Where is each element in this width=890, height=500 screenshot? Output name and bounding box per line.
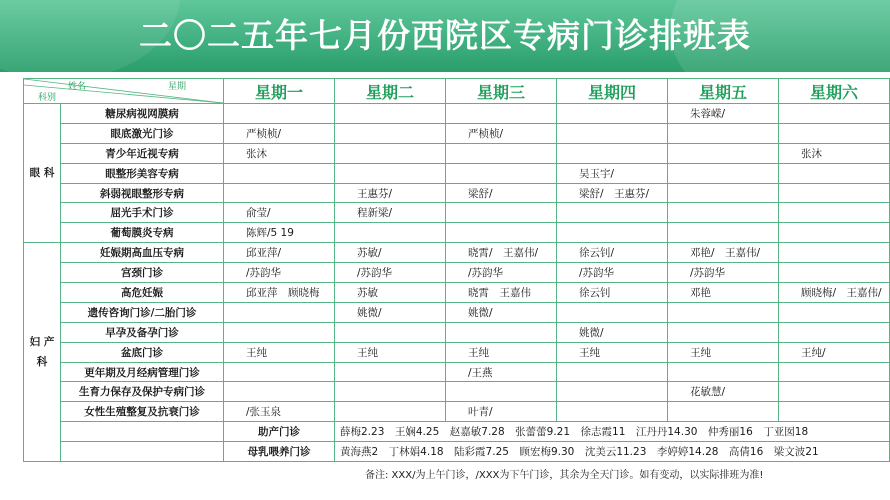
schedule-cell	[335, 322, 446, 342]
schedule-cell	[668, 183, 779, 203]
schedule-cell	[224, 302, 335, 322]
schedule-cell	[668, 322, 779, 342]
department-cell: 斜弱视眼整形专病	[61, 183, 224, 203]
schedule-cell: 梁舒/ 王惠芬/	[557, 183, 668, 203]
schedule-cell	[779, 402, 890, 422]
schedule-cell	[779, 322, 890, 342]
schedule-cell: 晓霄 王嘉伟	[446, 283, 557, 303]
schedule-cell	[557, 203, 668, 223]
schedule-cell: 徐云钊/	[557, 243, 668, 263]
schedule-cell: 王纯/	[779, 342, 890, 362]
schedule-cell: /张玉泉	[224, 402, 335, 422]
schedule-cell	[446, 223, 557, 243]
schedule-cell	[335, 382, 446, 402]
schedule-cell	[557, 123, 668, 143]
schedule-cell	[779, 382, 890, 402]
schedule-cell	[668, 302, 779, 322]
department-cell: 妊娠期高血压专病	[61, 243, 224, 263]
table-row	[24, 104, 890, 124]
schedule-cell	[779, 362, 890, 382]
department-cell: 葡萄膜炎专病	[61, 223, 224, 243]
schedule-cell	[446, 203, 557, 223]
schedule-cell	[779, 263, 890, 283]
schedule-cell: 张沐	[224, 143, 335, 163]
category-blank	[61, 422, 224, 442]
schedule-cell	[335, 104, 446, 124]
schedule-cell: 梁舒/	[446, 183, 557, 203]
schedule-cell: 邓艳	[668, 283, 779, 303]
category-eye: 眼 科	[24, 104, 61, 243]
schedule-cell	[668, 223, 779, 243]
schedule-cell: /王燕	[446, 362, 557, 382]
schedule-cell: 苏敏/	[335, 243, 446, 263]
department-cell: 眼整形美容专病	[61, 163, 224, 183]
table-row	[24, 342, 890, 362]
schedule-cell: 王纯	[446, 342, 557, 362]
schedule-cell: 邱亚萍 顾晓梅	[224, 283, 335, 303]
schedule-cell	[668, 143, 779, 163]
table-row	[24, 123, 890, 143]
midwife-row	[24, 422, 890, 442]
schedule-cell	[668, 163, 779, 183]
schedule-cell	[224, 382, 335, 402]
schedule-cell	[335, 362, 446, 382]
table-row	[24, 223, 890, 243]
schedule-cell	[335, 223, 446, 243]
schedule-cell	[557, 104, 668, 124]
schedule-cell	[779, 302, 890, 322]
schedule-cell	[335, 123, 446, 143]
department-cell: 生育力保存及保护专病门诊	[61, 382, 224, 402]
schedule-cell	[557, 382, 668, 402]
schedule-cell: /苏韵华	[668, 263, 779, 283]
roster-cell: 薛梅2.23 王娴4.25 赵嘉敏7.28 张蕾蕾9.21 徐志霞11 江丹丹14.30 仲秀丽16 丁亚囡18	[335, 422, 890, 442]
schedule-cell	[779, 123, 890, 143]
schedule-cell: 陈辉/5 19	[224, 223, 335, 243]
header-row	[24, 79, 890, 104]
schedule-cell: 花敏慧/	[668, 382, 779, 402]
corner-name-label: 姓名	[68, 82, 87, 92]
schedule-cell: 吴玉宇/	[557, 163, 668, 183]
category-gyn: 妇 产 科	[24, 243, 61, 462]
schedule-cell: 王纯	[668, 342, 779, 362]
schedule-cell	[779, 183, 890, 203]
table-row	[24, 243, 890, 263]
schedule-cell	[668, 402, 779, 422]
category-blank	[61, 442, 224, 462]
schedule-cell: 俞莹/	[224, 203, 335, 223]
department-cell: 糖尿病视网膜病	[61, 104, 224, 124]
corner-header	[24, 79, 224, 104]
schedule-cell	[224, 183, 335, 203]
table-row	[24, 183, 890, 203]
schedule-cell	[779, 104, 890, 124]
department-cell: 盆底门诊	[61, 342, 224, 362]
schedule-cell: 顾晓梅/ 王嘉伟/	[779, 283, 890, 303]
schedule-cell: 姚微/	[557, 322, 668, 342]
schedule-cell	[779, 163, 890, 183]
schedule-cell	[224, 163, 335, 183]
schedule-cell: 王惠芬/	[335, 183, 446, 203]
schedule-cell	[446, 104, 557, 124]
table-row	[24, 322, 890, 342]
table-row	[24, 263, 890, 283]
department-cell: 遗传咨询门诊/二胎门诊	[61, 302, 224, 322]
table-row	[24, 283, 890, 303]
schedule-cell	[224, 362, 335, 382]
schedule-cell: 徐云钊	[557, 283, 668, 303]
lactation-row	[24, 442, 890, 462]
department-cell: 青少年近视专病	[61, 143, 224, 163]
department-cell: 眼底激光门诊	[61, 123, 224, 143]
schedule-cell	[335, 402, 446, 422]
day-header-fri: 星期五	[668, 79, 779, 104]
corner-category-label: 科别	[38, 93, 57, 103]
roster-cell: 黄海燕2 丁林娟4.18 陆彩霞7.25 顾宏梅9.30 沈美云11.23 李婷婷14.28 高倩16 梁文波21	[335, 442, 890, 462]
schedule-cell: /苏韵华	[224, 263, 335, 283]
schedule-cell: 叶青/	[446, 402, 557, 422]
table-row	[24, 402, 890, 422]
table-row	[24, 382, 890, 402]
corner-weekday-label: 星期	[168, 82, 187, 92]
schedule-cell	[779, 203, 890, 223]
schedule-cell	[224, 322, 335, 342]
schedule-cell: 朱蓉嵘/	[668, 104, 779, 124]
table-row	[24, 362, 890, 382]
schedule-cell	[446, 322, 557, 342]
schedule-cell	[446, 143, 557, 163]
schedule-cell: 严桢桢/	[446, 123, 557, 143]
schedule-cell: 严桢桢/	[224, 123, 335, 143]
schedule-cell	[557, 402, 668, 422]
day-header-tue: 星期二	[335, 79, 446, 104]
schedule-cell	[446, 382, 557, 402]
schedule-cell: /苏韵华	[557, 263, 668, 283]
day-header-mon: 星期一	[224, 79, 335, 104]
table-row	[24, 203, 890, 223]
day-header-thu: 星期四	[557, 79, 668, 104]
department-cell: 更年期及月经病管理门诊	[61, 362, 224, 382]
schedule-cell	[224, 104, 335, 124]
schedule-cell	[446, 163, 557, 183]
schedule-cell	[557, 143, 668, 163]
schedule-cell	[779, 243, 890, 263]
schedule-table	[23, 78, 890, 462]
schedule-cell	[668, 123, 779, 143]
table-row	[24, 143, 890, 163]
schedule-cell: /苏韵华	[335, 263, 446, 283]
schedule-cell	[335, 163, 446, 183]
schedule-cell: 王纯	[224, 342, 335, 362]
department-cell: 早孕及备孕门诊	[61, 322, 224, 342]
table-row	[24, 302, 890, 322]
table-row	[24, 163, 890, 183]
schedule-cell	[557, 302, 668, 322]
schedule-cell: 张沐	[779, 143, 890, 163]
footnote: 备注: XXX/为上午门诊，/XXX为下午门诊，其余为全天门诊。如有变动，以实际排班为准!	[365, 470, 764, 481]
schedule-cell	[557, 362, 668, 382]
schedule-cell	[557, 223, 668, 243]
department-cell: 女性生殖整复及抗衰门诊	[61, 402, 224, 422]
schedule-cell	[335, 143, 446, 163]
department-cell: 屈光手术门诊	[61, 203, 224, 223]
department-cell: 母乳喂养门诊	[224, 442, 335, 462]
schedule-cell: 王纯	[335, 342, 446, 362]
schedule-cell: 晓霄/ 王嘉伟/	[446, 243, 557, 263]
schedule-cell	[668, 362, 779, 382]
schedule-cell: 姚微/	[446, 302, 557, 322]
day-header-wed: 星期三	[446, 79, 557, 104]
department-cell: 高危妊娠	[61, 283, 224, 303]
schedule-cell: /苏韵华	[446, 263, 557, 283]
schedule-cell	[779, 223, 890, 243]
department-cell: 宫颈门诊	[61, 263, 224, 283]
schedule-cell	[668, 203, 779, 223]
schedule-cell: 邓艳/ 王嘉伟/	[668, 243, 779, 263]
department-cell: 助产门诊	[224, 422, 335, 442]
schedule-cell: 苏敏	[335, 283, 446, 303]
schedule-cell: 王纯	[557, 342, 668, 362]
day-header-sat: 星期六	[779, 79, 890, 104]
schedule-cell: 邱亚萍/	[224, 243, 335, 263]
page-title: 二〇二五年七月份西院区专病门诊排班表	[139, 16, 751, 55]
schedule-cell: 姚微/	[335, 302, 446, 322]
schedule-cell: 程新梁/	[335, 203, 446, 223]
